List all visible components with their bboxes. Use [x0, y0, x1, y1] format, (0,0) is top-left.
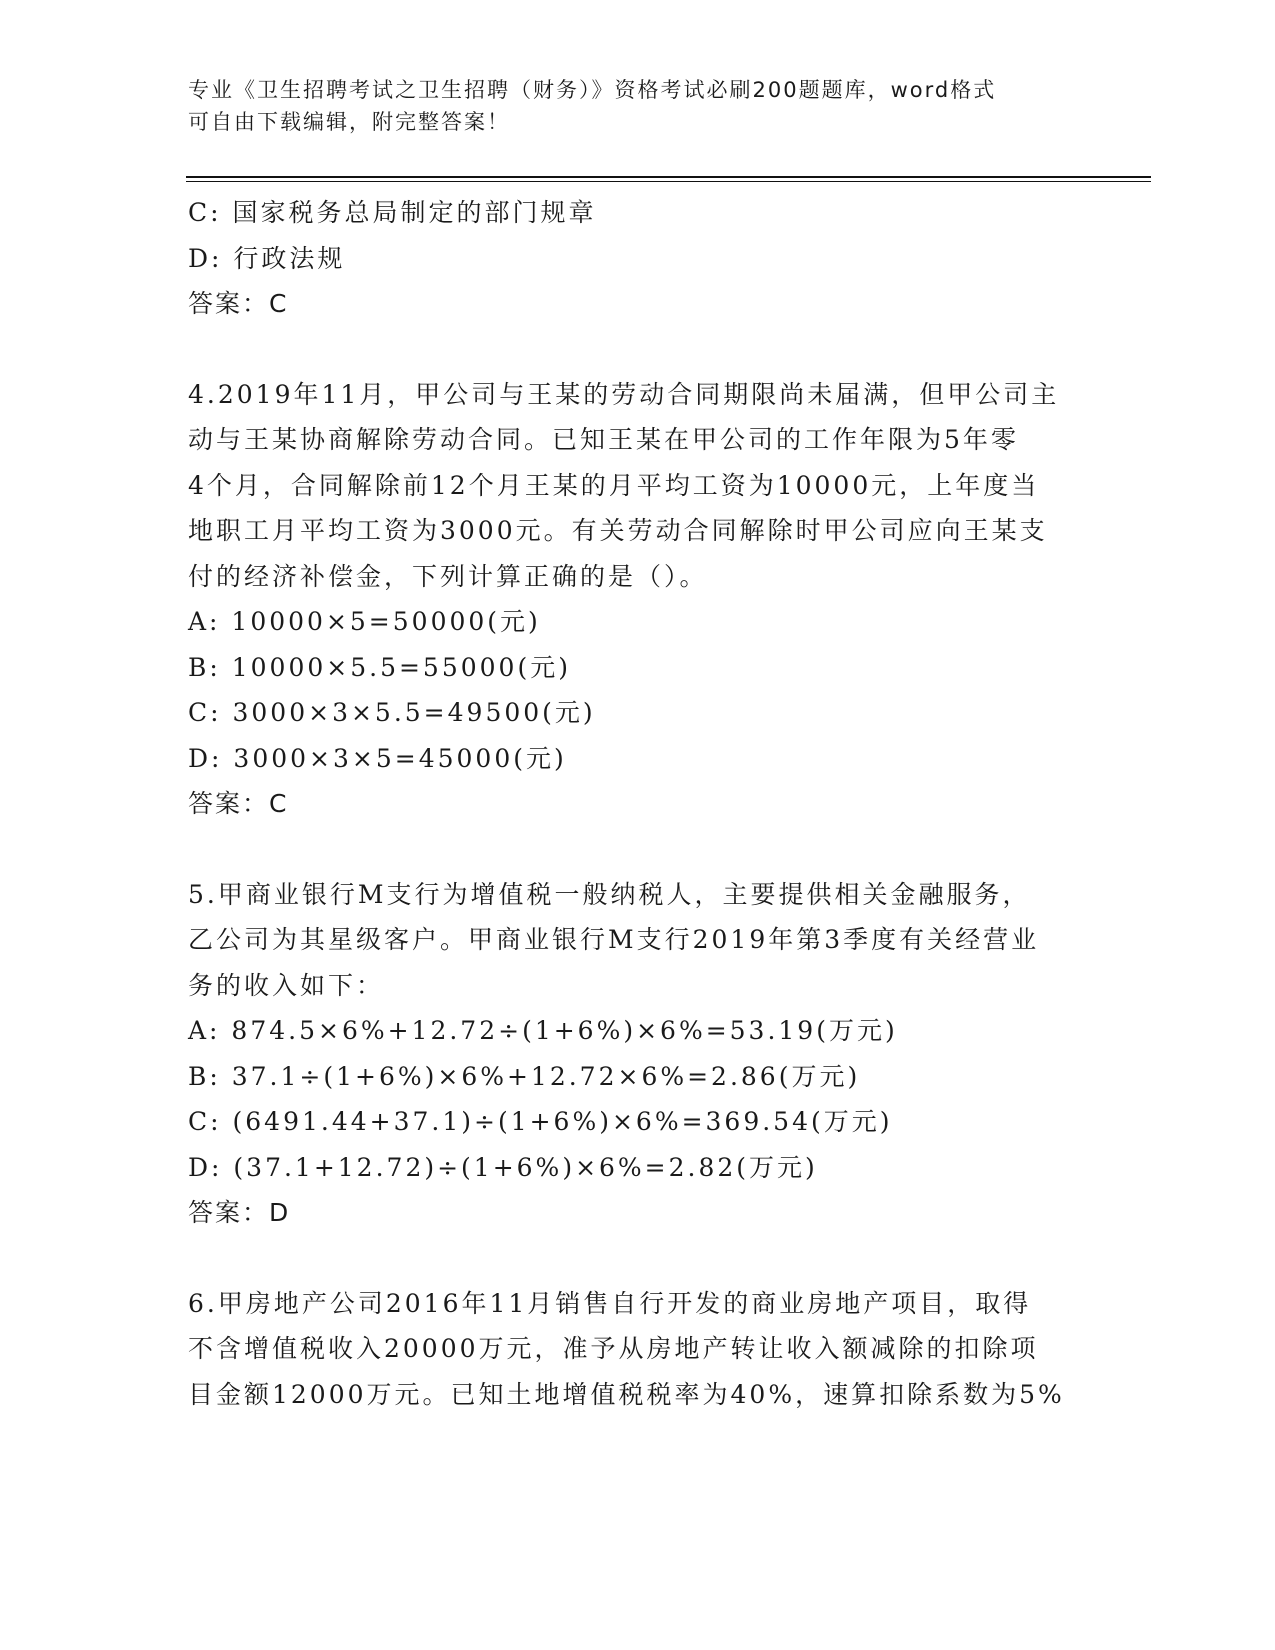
option-a: A: 874.5×6%+12.72÷(1+6%)×6%=53.19(万元) — [188, 1016, 898, 1045]
header-rule-thin — [186, 181, 1151, 182]
option-c: C: 3000×3×5.5=49500(元) — [188, 698, 596, 727]
option-d: D: (37.1+12.72)÷(1+6%)×6%=2.82(万元) — [188, 1152, 818, 1182]
question-text-line: 6.甲房地产公司2016年11月销售自行开发的商业房地产项目，取得 — [188, 1288, 1032, 1318]
option-b: B: 10000×5.5=55000(元) — [188, 652, 571, 682]
answer-line: 答案：C — [188, 789, 289, 818]
header-line-1: 专业《卫生招聘考试之卫生招聘（财务）》资格考试必刷200题题库，word格式 — [188, 78, 997, 102]
spacer — [188, 827, 1088, 872]
question-text-line: 4.2019年11月，甲公司与王某的劳动合同期限尚未届满，但甲公司主 — [188, 379, 1060, 409]
option-c: C: (6491.44+37.1)÷(1+6%)×6%=369.54(万元) — [188, 1107, 893, 1136]
question-text-line: 乙公司为其星级客户。甲商业银行M支行2019年第3季度有关经营业 — [188, 925, 1040, 954]
answer-line: 答案：C — [188, 289, 289, 318]
question-text-line: 5.甲商业银行M支行为增值税一般纳税人，主要提供相关金融服务， — [188, 879, 1031, 909]
question-text-line: 目金额12000万元。已知土地增值税税率为40%，速算扣除系数为5% — [188, 1379, 1065, 1409]
answer-line: 答案：D — [188, 1198, 291, 1227]
option-a: A: 10000×5=50000(元) — [188, 607, 541, 636]
option-b: B: 37.1÷(1+6%)×6%+12.72×6%=2.86(万元) — [188, 1061, 861, 1091]
spacer — [188, 1236, 1088, 1281]
question-text-line: 4个月，合同解除前12个月王某的月平均工资为10000元，上年度当 — [188, 470, 1040, 500]
option-c: C: 国家税务总局制定的部门规章 — [188, 198, 597, 227]
option-d: D: 3000×3×5=45000(元) — [188, 743, 567, 773]
question-5 — [188, 872, 1088, 1236]
question-4 — [188, 372, 1088, 827]
question-text-line: 不含增值税收入20000万元，准予从房地产转让收入额减除的扣除项 — [188, 1334, 1039, 1363]
header-rule-thick — [186, 176, 1151, 178]
document-body — [188, 190, 1088, 1417]
question-text-line: 务的收入如下： — [188, 970, 385, 1000]
question-6 — [188, 1281, 1088, 1418]
document-header — [188, 74, 1068, 138]
question-text-line: 付的经济补偿金，下列计算正确的是（）。 — [188, 561, 708, 591]
question-text-line: 地职工月平均工资为3000元。有关劳动合同解除时甲公司应向王某支 — [188, 516, 1048, 545]
question-3-tail — [188, 190, 1088, 327]
option-d: D: 行政法规 — [188, 243, 346, 273]
question-text-line: 动与王某协商解除劳动合同。已知王某在甲公司的工作年限为5年零 — [188, 425, 1019, 454]
spacer — [188, 327, 1088, 372]
header-line-2: 可自由下载编辑，附完整答案！ — [188, 110, 510, 134]
